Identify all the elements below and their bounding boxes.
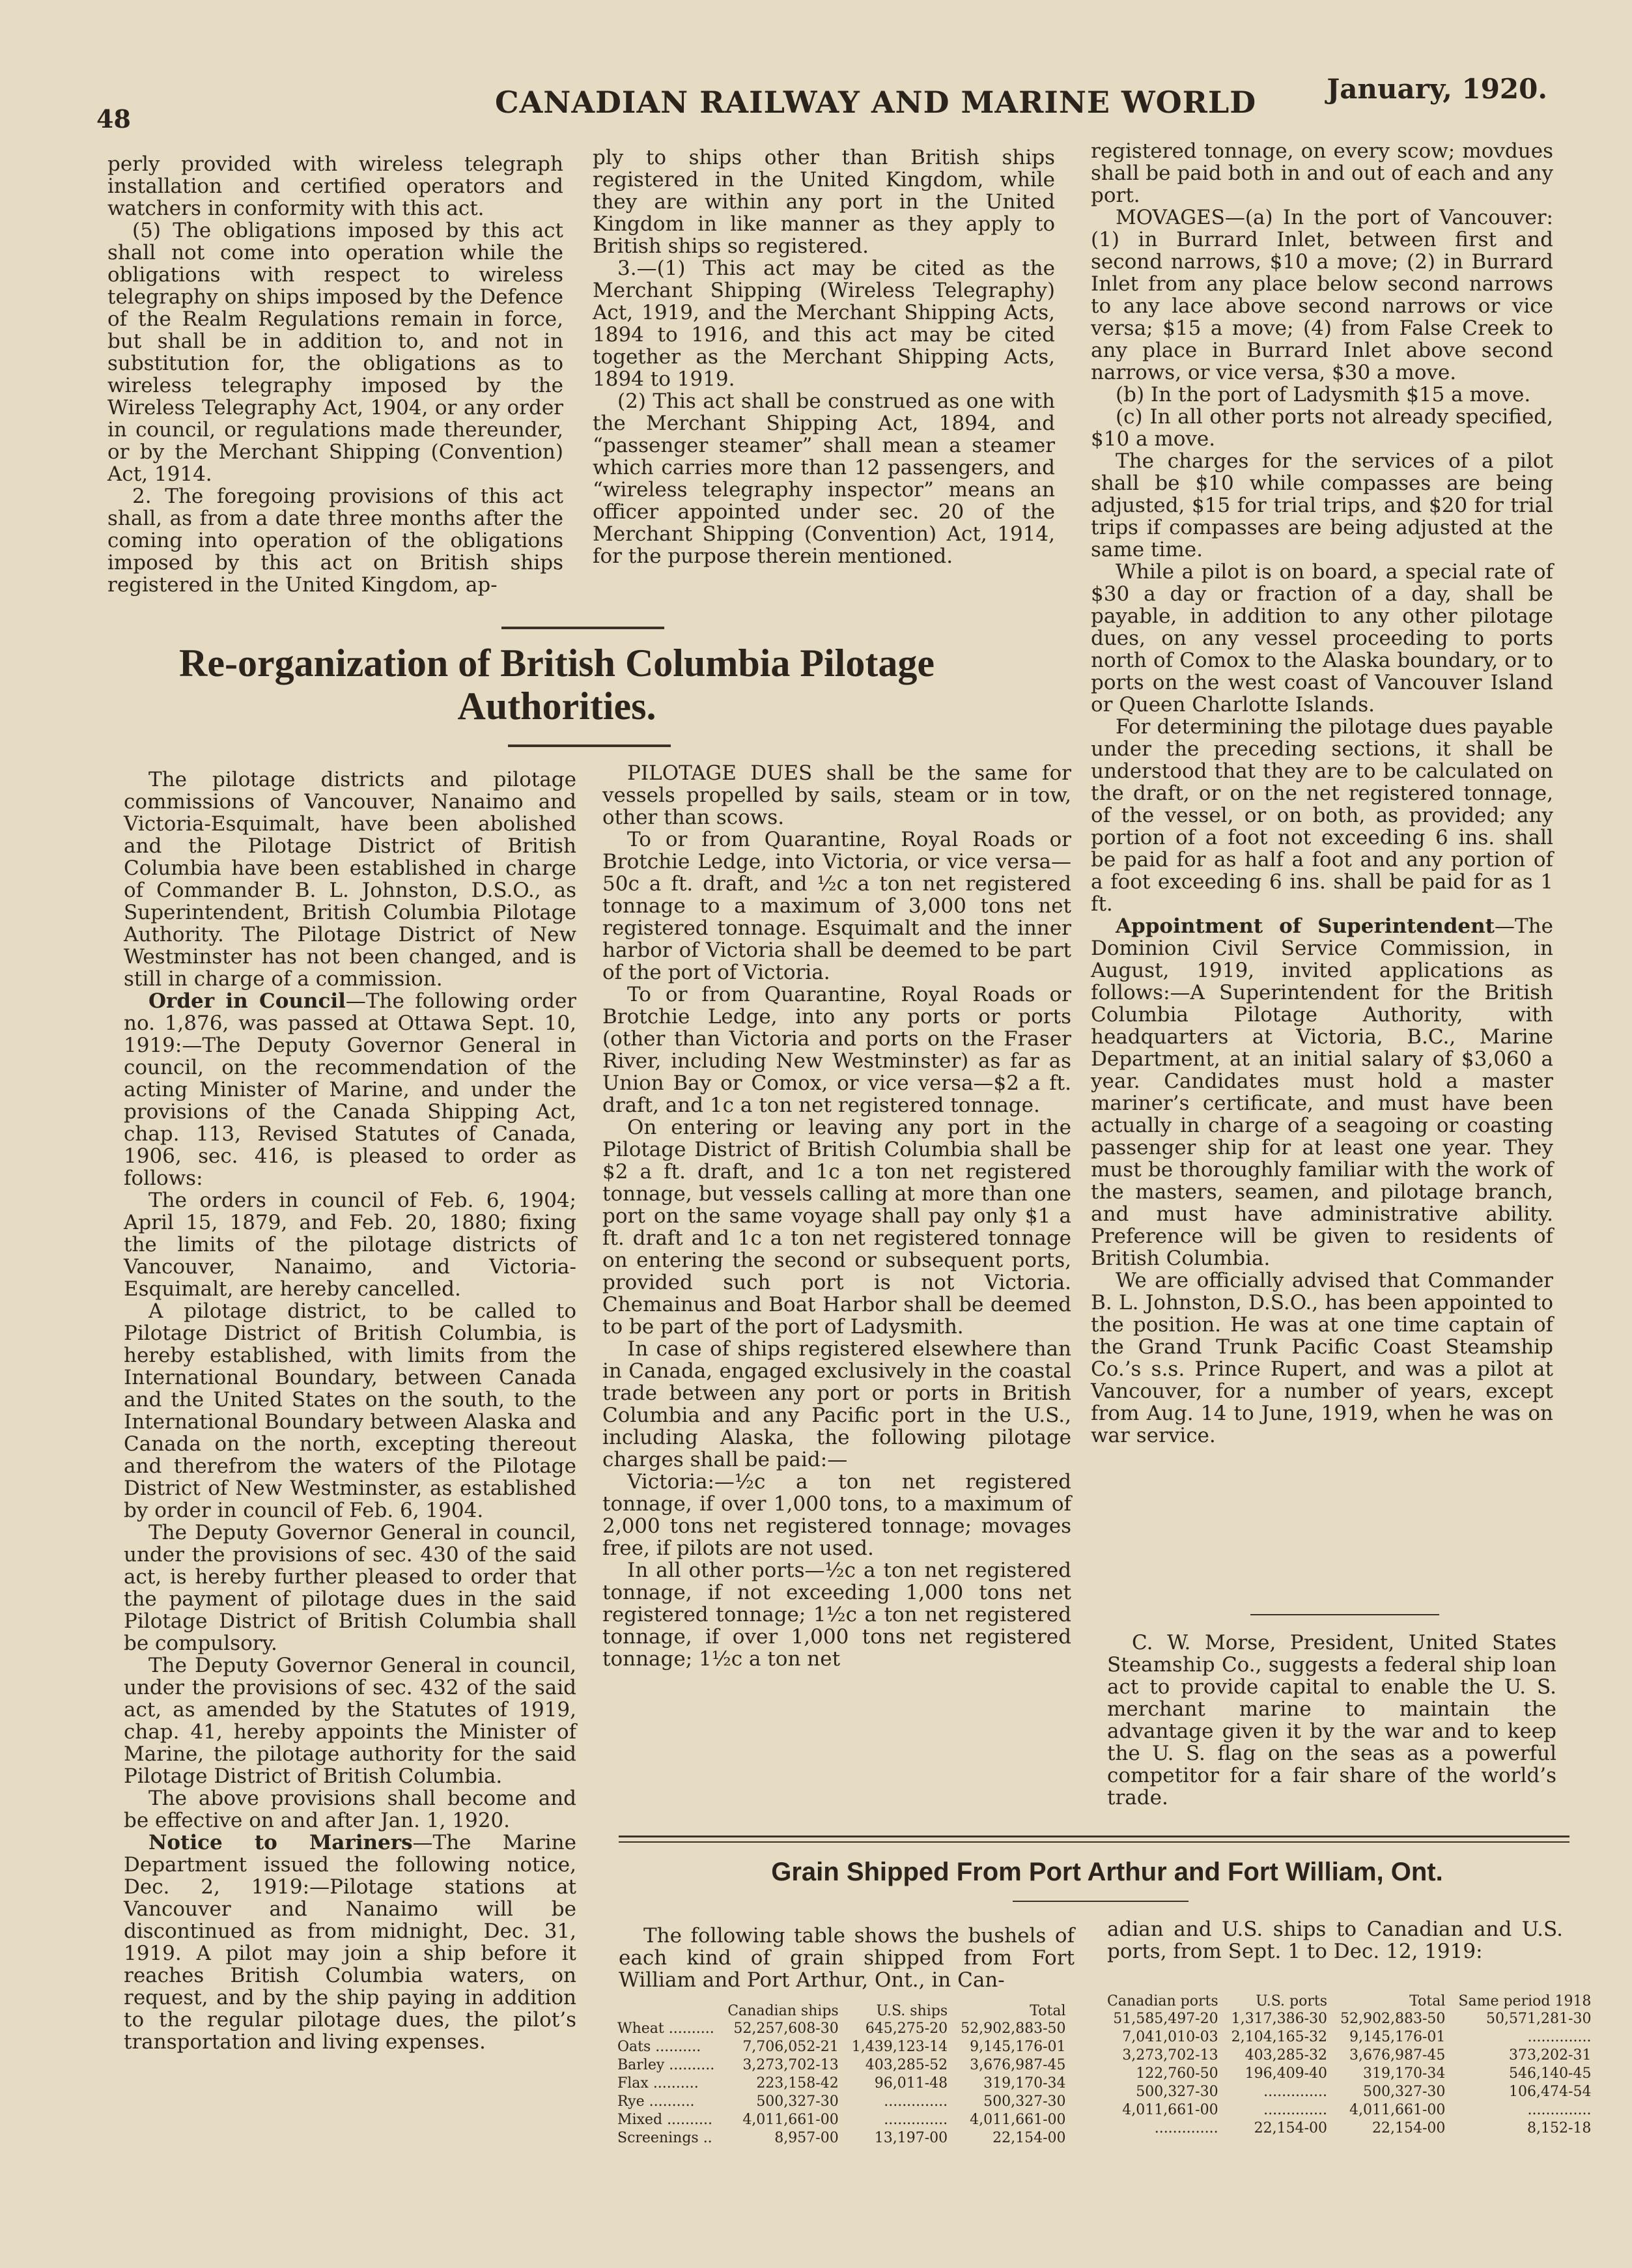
paragraph: The pilotage districts and pilotage commissions of Vancouver, Nanaimo and Victoria-Esquimalt, have been abolished and the Pilotage District of British Columbia have been established in charge of Commander B. L. Johnston, D.S.O., as Superintendent, British Columbia Pilotage Authority. The Pilotage District of New Westminster has not been changed, and is still in charge of a commission. bbox=[124, 768, 576, 991]
table-cell: 373,202-31 bbox=[1509, 2047, 1592, 2063]
table-cell: 223,158-42 bbox=[756, 2075, 839, 2091]
paragraph: 3.—(1) This act may be cited as the Merchant Shipping (Wireless Telegraphy) Act, 1919, and the Merchant Shipping Acts, 1894 to 1916, and this act may be cited together as the Merchant Shipping Acts, 1894 to 1919. bbox=[593, 257, 1055, 391]
table-cell: 52,902,883-50 bbox=[1340, 2011, 1446, 2027]
grain-label: Screenings .. bbox=[617, 2130, 712, 2146]
page-number: 48 bbox=[96, 104, 131, 134]
table-cell: 319,170-34 bbox=[1363, 2065, 1446, 2082]
table-header-cell: Total bbox=[1030, 2003, 1066, 2019]
grain-label: Mixed .......... bbox=[617, 2112, 712, 2128]
paragraph: The following table shows the bushels of each kind of grain shipped from Fort William and Port Arthur, Ont., in Can- bbox=[619, 1924, 1075, 1992]
paragraph: On entering or leaving any port in the Pilotage District of British Columbia shall be $2 a ft. draft, and 1c a ton net registered tonnage, but vessels calling at more than one port on the same voyage shall pay only $1 a ft. draft and 1c a ton net registered tonnage on entering the second or subsequent ports, provided such port is not Victoria. Chemainus and Boat Harbor shall be deemed to be part of the port of Ladysmith. bbox=[602, 1116, 1071, 1339]
grain-table-ships bbox=[617, 2003, 1073, 2148]
table-header-cell: Canadian ships bbox=[727, 2003, 839, 2019]
paragraph: (2) This act shall be construed as one with the Merchant Shipping Act, 1894, and “passenger steamer” shall mean a steamer which carries more than 12 passengers, and “wireless telegraphy inspector” means an officer appointed under sec. 20 of the Merchant Shipping (Convention) Act, 1914, for the purpose therein mentioned. bbox=[593, 390, 1055, 568]
table-cell: .............. bbox=[1527, 2029, 1592, 2045]
grain-headline: Grain Shipped From Port Arthur and Fort William, Ont. bbox=[771, 1858, 1443, 1886]
wireless-column-2 bbox=[593, 147, 1055, 567]
table-cell: 8,152-18 bbox=[1527, 2120, 1592, 2136]
table-cell: .............. bbox=[1263, 2084, 1328, 2100]
table-header-cell: Total bbox=[1409, 1993, 1446, 2009]
paragraph: C. W. Morse, President, United States Steamship Co., suggests a federal ship loan act to provide capital to enable the U. S. merchant marine to maintain the advantage given it by the war and to keep the U. S. flag on the seas as a powerful competitor for a fair share of the world’s trade. bbox=[1107, 1631, 1556, 1809]
table-cell: 9,145,176-01 bbox=[970, 2039, 1066, 2055]
table-cell: 319,170-34 bbox=[983, 2075, 1066, 2091]
table-header-cell bbox=[617, 2003, 721, 2020]
table-row bbox=[1101, 2047, 1597, 2065]
table-cell: 4,011,661-00 bbox=[1349, 2102, 1446, 2118]
paragraph: For determining the pilotage dues payable under the preceding sections, it shall be understood that they are to be calculated on the draft, or on the net registered tonnage, of the vessel, or on both, as provided; any portion of a foot not exceeding 6 ins. shall be paid for as half a foot and any portion of a foot exceeding 6 ins. shall be paid for as 1 ft. bbox=[1091, 715, 1553, 916]
table-cell: .............. bbox=[884, 2093, 948, 2110]
grain-label: Flax .......... bbox=[617, 2075, 699, 2091]
table-cell: 7,706,052-21 bbox=[742, 2039, 839, 2055]
table-cell: 3,273,702-13 bbox=[1122, 2047, 1218, 2063]
table-row bbox=[1101, 2101, 1597, 2119]
table-cell: 4,011,661-00 bbox=[970, 2112, 1066, 2128]
table-header-cell: U.S. ports bbox=[1256, 1993, 1328, 2009]
journal-title: CANADIAN RAILWAY AND MARINE WORLD bbox=[495, 85, 1257, 120]
paragraph: The Deputy Governor General in council, under the provisions of sec. 432 of the said act, as amended by the Statutes of 1919, chap. 41, hereby appoints the Minister of Marine, the pilotage authority for the said Pilotage District of British Columbia. bbox=[124, 1654, 576, 1788]
table-cell: 2,104,165-32 bbox=[1231, 2029, 1328, 2045]
separator-rule bbox=[1250, 1614, 1439, 1615]
paragraph: 2. The foregoing provisions of this act shall, as from a date three months after the coming into operation of the obligations imposed by this act on British ships registered in the United Kingdom, ap- bbox=[107, 485, 563, 597]
table-cell: 500,327-30 bbox=[1363, 2084, 1446, 2100]
table-row bbox=[1101, 2010, 1597, 2028]
table-cell: .............. bbox=[1263, 2102, 1328, 2118]
table-cell: 500,327-30 bbox=[756, 2093, 839, 2110]
grain-label: Rye .......... bbox=[617, 2093, 695, 2110]
grain-label: Barley .......... bbox=[617, 2057, 715, 2073]
grain-intro-right bbox=[1107, 1918, 1563, 1963]
table-cell: 13,197-00 bbox=[874, 2130, 948, 2146]
table-cell: 52,902,883-50 bbox=[961, 2020, 1066, 2037]
paragraph: A pilotage district, to be called to Pilotage District of British Columbia, is hereby established, with limits from the International Boundary, between Canada and the United States on the south, to the International Boundary between Alaska and Canada on the north, excepting thereout and therefrom the waters of the Pilotage District of New Westminster, as established by order in council of Feb. 6, 1904. bbox=[124, 1299, 576, 1522]
table-row bbox=[1101, 2119, 1597, 2138]
subhead: Order in Council bbox=[148, 989, 346, 1013]
running-head bbox=[91, 72, 1554, 134]
table-header-row bbox=[617, 2003, 1073, 2020]
morse-item bbox=[1107, 1632, 1556, 1809]
table-row bbox=[617, 2129, 1073, 2148]
table-cell: 500,327-30 bbox=[983, 2093, 1066, 2110]
paragraph: We are officially advised that Commander B. L. Johnston, D.S.O., has been appointed to the position. He was at one time captain of the Grand Trunk Pacific Coast Steamship Co.’s s.s. Prince Rupert, and was a pilot at Vancouver, for a number of years, except from Aug. 14 to June, 1919, when he was on war service. bbox=[1091, 1269, 1553, 1447]
table-cell: 3,676,987-45 bbox=[970, 2057, 1066, 2073]
table-row bbox=[617, 2093, 1073, 2111]
table-header-row bbox=[1101, 1993, 1597, 2010]
paragraph: registered tonnage, on every scow; movdues shall be paid both in and out of each and any port. bbox=[1091, 139, 1553, 207]
table-cell: 9,145,176-01 bbox=[1349, 2029, 1446, 2045]
table-cell: 546,140-45 bbox=[1509, 2065, 1592, 2082]
paragraph: Appointment of Superintendent—The Dominion Civil Service Commission, in August, 1919, invited applications as follows:—A Superintendent for the British Columbia Pilotage Authority, with headquarters at Victoria, B.C., Marine Department, at an initial salary of $3,060 a year. Candidates must hold a master mariner’s certificate, and must have been actually in charge of a seagoing or coasting passenger ship for at least one year. They must be thoroughly familiar with the work of the masters, seamen, and pilotage branch, and must have administrative ability. Preference will be given to residents of British Columbia. bbox=[1091, 914, 1553, 1270]
table-cell: .............. bbox=[1154, 2120, 1218, 2136]
paragraph: PILOTAGE DUES shall be the same for vessels propelled by sails, steam or in tow, other than scows. bbox=[602, 761, 1071, 829]
paragraph: To or from Quarantine, Royal Roads or Brotchie Ledge, into Victoria, or vice versa—50c a ft. draft, and ½c a ton net registered tonnage to a maximum of 3,000 tons net registered tonnage. Esquimalt and the inner harbor of Victoria shall be deemed to be part of the port of Victoria. bbox=[602, 828, 1071, 984]
table-cell: 196,409-40 bbox=[1245, 2065, 1328, 2082]
grain-label: Wheat .......... bbox=[617, 2020, 714, 2037]
paragraph: MOVAGES—(a) In the port of Vancouver: (1) in Burrard Inlet, between first and second narrows, $10 a move; (2) in Burrard Inlet from any place below second narrows to any lace above second narrows or vice versa; $15 a move; (4) from False Creek to any place in Burrard Inlet above second narrows, or vice versa, $30 a move. bbox=[1091, 206, 1553, 384]
paragraph: The orders in council of Feb. 6, 1904; April 15, 1879, and Feb. 20, 1880; fixing the limits of the pilotage districts of Vancouver, Nanaimo, and Victoria-Esquimalt, are hereby cancelled. bbox=[124, 1189, 576, 1301]
paragraph: perly provided with wireless telegraph installation and certified operators and watchers in conformity with this act. bbox=[107, 152, 563, 220]
table-cell: 3,676,987-45 bbox=[1349, 2047, 1446, 2063]
grain-table-ports bbox=[1101, 1993, 1597, 2138]
table-cell: 4,011,661-00 bbox=[1122, 2102, 1218, 2118]
paragraph: (b) In the port of Ladysmith $15 a move. bbox=[1116, 383, 1531, 406]
table-cell: 1,317,386-30 bbox=[1231, 2011, 1328, 2027]
table-cell: 500,327-30 bbox=[1136, 2084, 1218, 2100]
table-header-cell: Same period 1918 bbox=[1458, 1993, 1592, 2009]
pilotage-headline: Re-organization of British Columbia Pilotage Authorities. bbox=[179, 642, 935, 728]
table-cell: 8,957-00 bbox=[774, 2130, 839, 2146]
table-row bbox=[617, 2075, 1073, 2093]
table-cell: 403,285-52 bbox=[865, 2057, 948, 2073]
table-header-cell: U.S. ships bbox=[876, 2003, 948, 2019]
pilotage-column-2 bbox=[602, 762, 1071, 1670]
table-row bbox=[617, 2056, 1073, 2075]
grain-headline-rule bbox=[1013, 1901, 1189, 1902]
grain-intro-left bbox=[619, 1925, 1075, 1991]
grain-label: Oats .......... bbox=[617, 2039, 701, 2055]
pilotage-column-3 bbox=[1091, 140, 1553, 1447]
table-row bbox=[617, 2111, 1073, 2129]
table-cell: 7,041,010-03 bbox=[1122, 2029, 1218, 2045]
paragraph: adian and U.S. ships to Canadian and U.S. ports, from Sept. 1 to Dec. 12, 1919: bbox=[1107, 1918, 1563, 1963]
table-cell: 96,011-48 bbox=[874, 2075, 948, 2091]
issue-date: January, 1920. bbox=[1327, 73, 1547, 105]
table-cell: 645,275-20 bbox=[865, 2020, 948, 2037]
table-row bbox=[1101, 2065, 1597, 2083]
table-cell: 22,154-00 bbox=[1254, 2120, 1328, 2136]
pilotage-column-1 bbox=[124, 769, 576, 2053]
table-cell: 50,571,281-30 bbox=[1486, 2011, 1592, 2027]
paragraph: Order in Council—The following order no. 1,876, was passed at Ottawa Sept. 10, 1919:—The Deputy Governor General in council, on the recommendation of the acting Minister of Marine, and under the provisions of the Canada Shipping Act, chap. 113, Revised Statutes of Canada, 1906, sec. 416, is pleased to order as follows: bbox=[124, 989, 576, 1190]
table-cell: 22,154-00 bbox=[992, 2130, 1066, 2146]
table-header-cell: Canadian ports bbox=[1107, 1993, 1218, 2009]
paragraph: Victoria:—½c a ton net registered tonnage, if over 1,000 tons, to a maximum of 2,000 tons net registered tonnage; movages free, if pilots are not used. bbox=[602, 1470, 1071, 1560]
paragraph: (5) The obligations imposed by this act shall not come into operation while the obligations with respect to wireless telegraphy on ships imposed by the Defence of the Realm Regulations remain in force, but shall be in addition to, and not in substitution for, the obligations as to wireless telegraphy imposed by the Wireless Telegraphy Act, 1904, or any order in council, or regulations made thereunder, or by the Merchant Shipping (Convention) Act, 1914. bbox=[107, 219, 563, 486]
table-cell: 22,154-00 bbox=[1372, 2120, 1446, 2136]
paragraph: In case of ships registered elsewhere than in Canada, engaged exclusively in the coastal trade between any port or ports in British Columbia and any Pacific port in the U.S., including Alaska, the following pilotage charges shall be paid:— bbox=[602, 1337, 1071, 1471]
table-cell: .............. bbox=[884, 2112, 948, 2128]
table-cell: 403,285-32 bbox=[1245, 2047, 1328, 2063]
paragraph: The Deputy Governor General in council, under the provisions of sec. 430 of the said act, is hereby further pleased to order that the payment of pilotage dues in the said Pilotage District of British Columbia shall be compulsory. bbox=[124, 1521, 576, 1655]
paragraph: Notice to Mariners—The Marine Department issued the following notice, Dec. 2, 1919:—Pilotage stations at Vancouver and Nanaimo will be discontinued as from midnight, Dec. 31, 1919. A pilot may join a ship before it reaches British Columbia waters, on request, and by the ship paying in addition to the regular pilotage dues, the pilot’s transportation and living expenses. bbox=[124, 1831, 576, 2054]
table-row bbox=[1101, 2083, 1597, 2101]
table-cell: 3,273,702-13 bbox=[742, 2057, 839, 2073]
headline-rule-bottom bbox=[508, 744, 671, 747]
subhead: Appointment of Superintendent bbox=[1116, 914, 1495, 938]
paragraph: To or from Quarantine, Royal Roads or Brotchie Ledge, into any ports or ports (other than Victoria and ports on the Fraser River, including New Westminster) as far as Union Bay or Comox, or vice versa—$2 a ft. draft, and 1c a ton net registered tonnage. bbox=[602, 983, 1071, 1117]
subhead: Notice to Mariners bbox=[148, 1831, 413, 1854]
table-cell: 4,011,661-00 bbox=[742, 2112, 839, 2128]
table-row bbox=[617, 2038, 1073, 2056]
table-cell: 52,257,608-30 bbox=[733, 2020, 839, 2037]
table-row bbox=[617, 2020, 1073, 2038]
table-cell: 122,760-50 bbox=[1136, 2065, 1218, 2082]
paragraph: In all other ports—½c a ton net registered tonnage, if not exceeding 1,000 tons net registered tonnage; 1½c a ton net registered tonnage, if over 1,000 tons net registered tonnage; 1½c a ton net bbox=[602, 1559, 1071, 1671]
paragraph: (c) In all other ports not already specified, $10 a move. bbox=[1091, 405, 1553, 451]
table-cell: .............. bbox=[1527, 2102, 1592, 2118]
table-row bbox=[1101, 2028, 1597, 2047]
table-cell: 51,585,497-20 bbox=[1113, 2011, 1218, 2027]
paragraph: The charges for the services of a pilot shall be $10 while compasses are being adjusted, $15 for trial trips, and $20 for trial trips if compasses are being adjusted at the same time. bbox=[1091, 449, 1553, 561]
paragraph: The above provisions shall become and be effective on and after Jan. 1, 1920. bbox=[124, 1787, 576, 1832]
table-cell: 106,474-54 bbox=[1509, 2084, 1592, 2100]
headline-rule-top bbox=[501, 627, 664, 629]
wireless-column-1 bbox=[107, 153, 563, 596]
paragraph: While a pilot is on board, a special rate of $30 a day or fraction of a day, shall be payable, in addition to any other pilotage dues, on any vessel proceeding to ports north of Comox to the Alaska boundary, or to ports on the west coast of Vancouver Island or Queen Charlotte Islands. bbox=[1091, 560, 1553, 716]
table-cell: 1,439,123-14 bbox=[851, 2039, 948, 2055]
section-rule bbox=[619, 1836, 1569, 1843]
paragraph: ply to ships other than British ships registered in the United Kingdom, while they are within any port in the United Kingdom in like manner as they apply to British ships so registered. bbox=[593, 146, 1055, 258]
